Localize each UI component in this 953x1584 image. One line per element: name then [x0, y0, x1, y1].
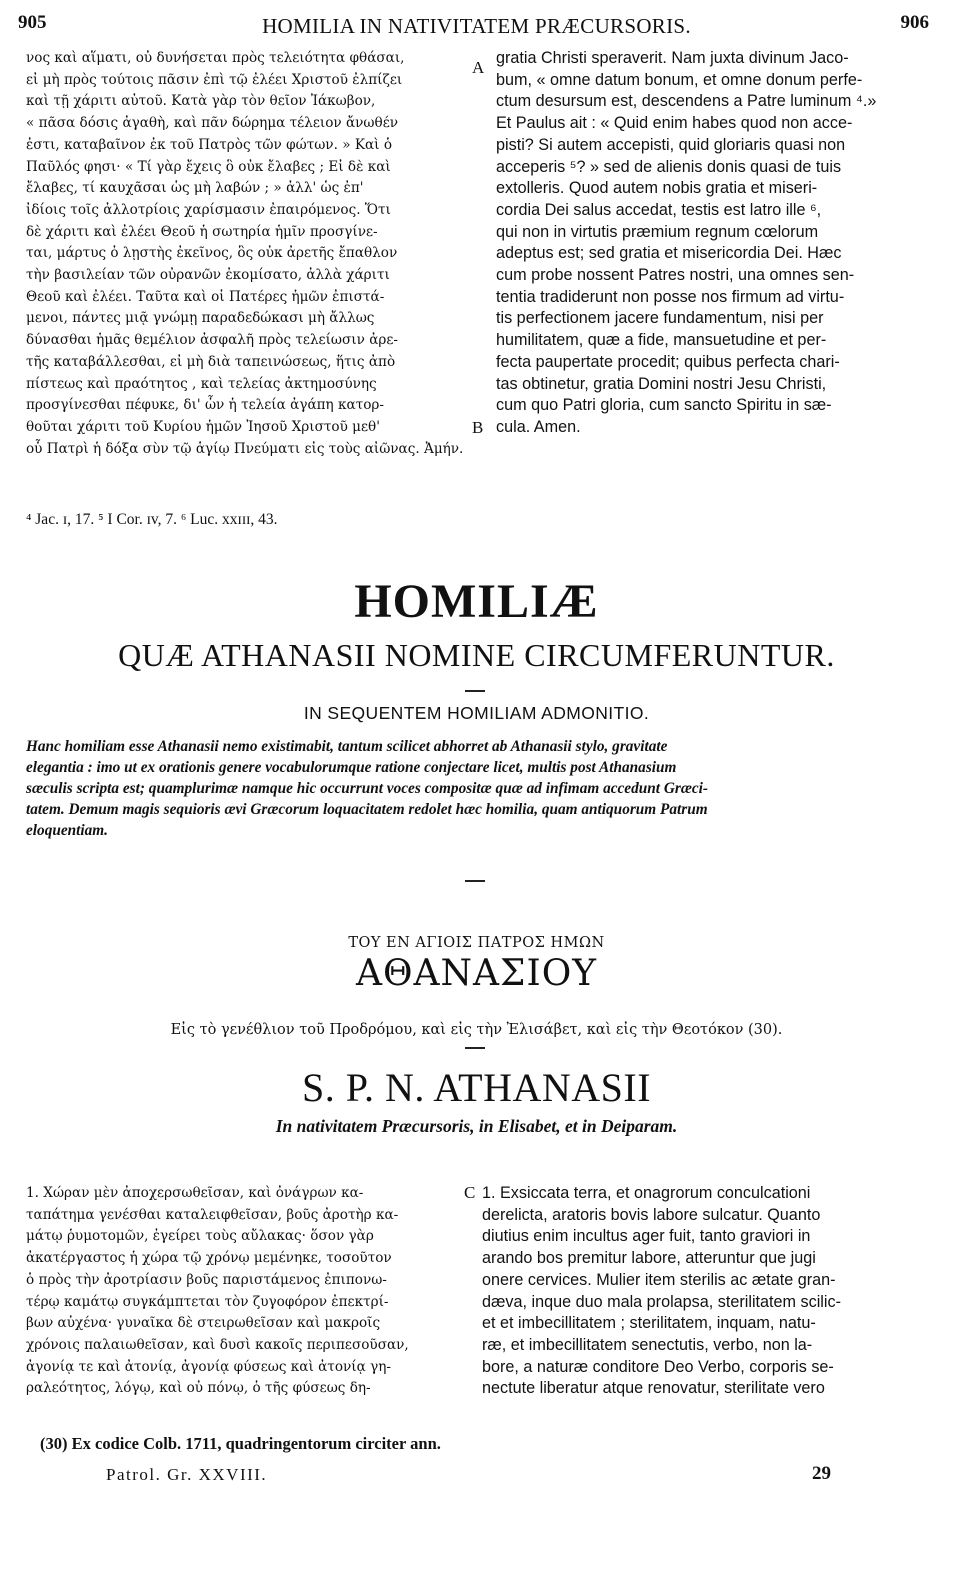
latin-text-line: tas obtinetur, gratia Domini nostri Jesu Christi,	[496, 374, 827, 393]
greek-text-line: βων αὐχένα· γυναῖκα δὲ στειρωθεῖσαν καὶ μακροῖς	[26, 1315, 381, 1332]
latin-text-line: tis perfectionem jacere fundamentum, nisi per	[496, 309, 824, 328]
greek-heading-large: ΑΘΑΝΑΣΙΟΥ	[356, 953, 597, 994]
latin-text-line: gratia Christi speraverit. Nam juxta divinum Jaco-	[496, 49, 849, 67]
greek-text-line: ραλεότητος, λόγῳ, καὶ οὐ πόνῳ, ὁ τῆς φύσεως δη-	[26, 1380, 371, 1397]
latin-text-line: nectute liberatur atque renovatur, sterilitate vero	[482, 1379, 825, 1398]
running-title: HOMILIA IN NATIVITATEM PRÆCURSORIS.	[262, 14, 691, 38]
greek-text-line: τέρῳ καμάτῳ συγκάμπτεται τὸν ζυγοφόρον ἐπεκτρί-	[26, 1293, 389, 1310]
greek-text-line: δὲ χάριτι καὶ ἐλέει Θεοῦ ἡ σωτηρία ἡμῖν προσγίνε-	[26, 223, 378, 240]
greek-subtitle: Εἰς τὸ γενέθλιον τοῦ Προδρόμου, καὶ εἰς τὴν Ἐλισάβετ, καὶ εἰς τὴν Θεοτόκον (30).	[170, 1022, 783, 1038]
greek-text-line: καὶ τῇ χάριτι αὐτοῦ. Κατὰ γὰρ τὸν θεῖον Ἰάκωβον,	[26, 93, 376, 110]
greek-text-line: ἐστι, καταβαῖνον ἐκ τοῦ Πατρὸς τῶν φώτων. » Καὶ ὁ	[26, 136, 393, 153]
greek-text-line: προσγίνεσθαι πέφυκε, δι' ὧν ἡ τελεία ἀγάπη κατορ-	[26, 397, 384, 414]
admonitio-line: sæculis scripta est; quamplurimæ namque hic occurrunt voces compositæ quæ ad infimam accedunt Græci-	[26, 780, 709, 797]
margin-marker-b: B	[472, 418, 484, 437]
greek-text-line: οὗ Πατρὶ ἡ δόξα σὺν τῷ ἁγίῳ Πνεύματι εἰς τοὺς αἰῶνας. Ἀμήν.	[26, 440, 464, 457]
greek-text-line: χρόνοις παλαιωθεῖσαν, καὶ δυσὶ κακοῖς περιπεσοῦσαν,	[26, 1336, 409, 1353]
greek-text-line: ταπάτημα γενέσθαι καταλειφθεῖσαν, βοῦς ἀροτὴρ κα-	[26, 1206, 399, 1223]
latin-text-line: arando bos premitur labore, atteruntur que jugi	[482, 1249, 816, 1268]
latin-text-line: pisti? Si autem accepisti, quid gloriaris quasi non	[496, 135, 846, 154]
greek-text-line: ἀκατέργαστος ἡ χώρα τῷ χρόνῳ μεμένηκε, τοσοῦτον	[26, 1250, 392, 1267]
greek-text-line: πίστεως καὶ πραότητος , καὶ τελείας ἀκτημοσύνης	[26, 375, 377, 392]
admonitio-line: elegantia : imo ut ex orationis genere vocabulorumque ratione conjectare licet, multis post Athanasium	[26, 759, 677, 776]
latin-text-line: diutius enim incultus ager fuit, tanto graviori in	[482, 1227, 811, 1246]
greek-text-line: Παῦλός φησι· « Τί γὰρ ἔχεις ὃ οὐκ ἔλαβες ; Εἰ δὲ καὶ	[26, 158, 391, 175]
greek-text-line: ται, μάρτυς ὁ λῃστὴς ἐκεῖνος, ὃς οὐκ ἀρετῆς ἔπαθλον	[26, 245, 398, 262]
latin-heading: S. P. N. ATHANASII	[301, 1065, 652, 1110]
latin-text-line: fecta paupertate procedit; quibus perfecta chari-	[496, 352, 840, 371]
greek-text-line: δύνασθαι ἡμᾶς θεμέλιον ἀσφαλῆ πρὸς τελείωσιν ἀρε-	[26, 332, 399, 349]
greek-column-top	[26, 48, 471, 488]
latin-text-line: cum quo Patri gloria, cum sancto Spiritu in sæ-	[496, 396, 832, 415]
latin-column-top	[496, 48, 936, 468]
latin-text-line: humilitatem, quæ a fide, mansuetudine et per-	[496, 331, 827, 350]
greek-text-line: εἰ μὴ πρὸς τούτοις πᾶσιν ἐπὶ τῷ ἐλέει Χριστοῦ ἐλπίζει	[26, 71, 403, 88]
greek-text-line: τῆς καταβάλλεσθαι, εἰ μὴ διὰ ταπεινώσεως, ἥτις ἀπὸ	[26, 353, 396, 370]
latin-text-line: 1. Exsiccata terra, et onagrorum conculcationi	[482, 1184, 811, 1202]
divider-rule	[465, 690, 485, 692]
footnotes-top: ⁴ Jac. ɪ, 17. ⁵ I Cor. ɪv, 7. ⁶ Luc. xxɪɪɪ, 43.	[26, 511, 278, 528]
latin-text-line: dæva, inque duo mala prolapsa, sterilitatem scilic-	[482, 1292, 841, 1311]
greek-text-line: ἀγονίᾳ τε καὶ ἀτονίᾳ, ἀγονίᾳ φύσεως καὶ ἀτονίᾳ γη-	[26, 1358, 391, 1375]
latin-text-line: ctum desursum est, descendens a Patre luminum ⁴.»	[496, 92, 877, 111]
latin-text-line: extolleris. Quod autem nobis gratia et miseri-	[496, 179, 818, 198]
latin-subtitle: In nativitatem Præcursoris, in Elisabet, et in Deiparam.	[275, 1116, 678, 1136]
greek-column-bottom	[26, 1183, 456, 1405]
margin-marker-c: C	[464, 1183, 476, 1202]
greek-text-line: θοῦται χάριτι τοῦ Κυρίου ἡμῶν Ἰησοῦ Χριστοῦ μεθ'	[26, 418, 380, 435]
latin-text-line: cula. Amen.	[496, 417, 581, 436]
greek-text-line: ἰδίοις τοῖς ἀλλοτρίοις χαρίσμασιν ἐπαιρόμενος. Ὅτι	[26, 201, 391, 218]
greek-text-line: ὁ πρὸς τὴν ἀροτρίασιν βοῦς παριστάμενος ἐπιπονω-	[26, 1271, 387, 1288]
latin-text-line: bum, « omne datum bonum, et omne donum perfe-	[496, 70, 863, 89]
admonitio-line: Hanc homiliam esse Athanasii nemo existimabit, tantum scilicet abhorret ab Athanasii stylo, gravitate	[26, 738, 668, 755]
running-header	[0, 10, 953, 44]
latin-text-line: adeptus est; sed gratia et misericordia Dei. Hæc	[496, 244, 842, 263]
footnote-30: (30) Ex codice Colb. 1711, quadringentorum circiter ann.	[40, 1434, 441, 1453]
admonitio-line: tatem. Demum magis sequioris ævi Græcorum loquacitatem redolet hæc homilia, quam antiquorum Patrum	[26, 801, 708, 818]
latin-text-line: ræ, et imbecillitatem senectutis, verbo, non la-	[482, 1335, 813, 1354]
greek-text-line: μάτῳ ῥυμοτομῶν, ἐγείρει τοὺς αὔλακας· ὅσον γὰρ	[26, 1228, 374, 1245]
greek-text-line: Θεοῦ καὶ ἐλέει. Ταῦτα καὶ οἱ Πατέρες ἡμῶν ἐπιστά-	[26, 288, 385, 305]
divider-rule	[465, 880, 485, 882]
page-number-right: 906	[900, 12, 929, 33]
greek-text-line: 1. Χώραν μὲν ἀποχερσωθεῖσαν, καὶ ὀνάγρων κα-	[26, 1185, 364, 1201]
margin-marker-a: A	[472, 58, 485, 77]
admonitio-heading: IN SEQUENTEM HOMILIAM ADMONITIO.	[303, 703, 650, 723]
latin-text-line: bore, a naturæ conditore Deo Verbo, corporis se-	[482, 1357, 834, 1376]
section-title: HOMILIÆ	[354, 575, 599, 628]
latin-text-line: derelicta, aratoris bovis labore sulcatur. Quanto	[482, 1205, 821, 1224]
latin-text-line: cum probe nossent Patres nostri, una omnes sen-	[496, 266, 855, 285]
greek-text-line: ἔλαβες, τί καυχᾶσαι ὡς μὴ λαβών ; » ἀλλ' ὡς ἐπ'	[26, 180, 364, 197]
page-number-left: 905	[18, 12, 47, 33]
divider-rule	[465, 1047, 485, 1049]
greek-heading-small: ΤΟΥ ΕΝ ΑΓΙΟΙΣ ΠΑΤΡΟΣ ΗΜΩΝ	[348, 935, 605, 951]
latin-text-line: acceperis ⁵? » sed de alienis donis quasi de tuis	[496, 157, 842, 176]
latin-text-line: tentia tradiderunt non posse nos firmum ad virtu-	[496, 287, 845, 306]
latin-column-bottom	[482, 1183, 937, 1405]
latin-text-line: et et imbecillitatem ; sterilitatem, inquam, natu-	[482, 1314, 816, 1333]
latin-text-line: qui non in virtutis præmium regnum cœlorum	[496, 222, 819, 241]
latin-text-line: onere cervices. Mulier item sterilis ac ætate gran-	[482, 1270, 836, 1289]
admonitio-line: eloquentiam.	[26, 822, 109, 839]
greek-text-line: νος καὶ αἵματι, οὐ δυνήσεται πρὸς τελειότητα φθάσαι,	[26, 50, 405, 66]
footer-page-signature: 29	[812, 1463, 831, 1484]
latin-text-line: Et Paulus ait : « Quid enim habes quod non acce-	[496, 114, 853, 133]
latin-text-line: cordia Dei salus accedat, testis est latro ille ⁶,	[496, 200, 822, 219]
footer-left: Patrol. Gr. XXVIII.	[106, 1465, 268, 1484]
greek-text-line: τὴν βασιλείαν τῶν οὐρανῶν ἐκομίσατο, ἀλλὰ χάριτι	[26, 267, 390, 284]
greek-text-line: μενοι, πάντες μιᾷ γνώμῃ παραδεδώκασι μὴ ἄλλως	[26, 310, 375, 327]
greek-text-line: « πᾶσα δόσις ἀγαθὴ, καὶ πᾶν δώρημα τέλειον ἄνωθέν	[26, 115, 399, 132]
section-subtitle: QUÆ ATHANASII NOMINE CIRCUMFERUNTUR.	[118, 637, 835, 673]
admonitio-text	[26, 736, 926, 841]
